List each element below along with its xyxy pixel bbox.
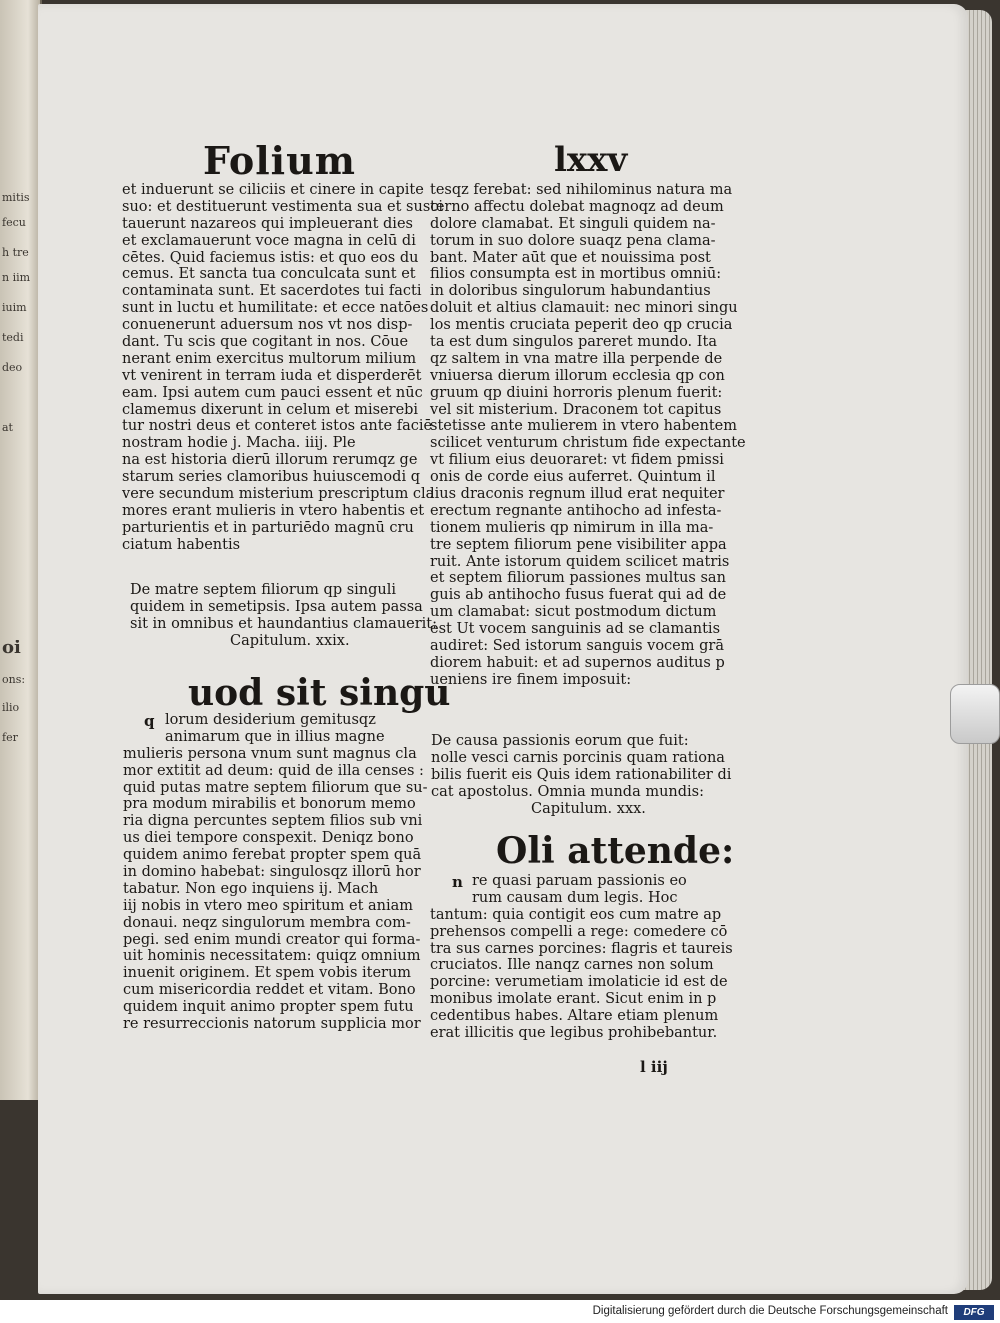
text-line: ria digna percuntes septem filios sub vni bbox=[123, 813, 423, 830]
left-margin-fragment: iuim bbox=[2, 301, 27, 314]
right-chapter-body bbox=[430, 873, 733, 1042]
text-line: vel sit misterium. Draconem tot capitus bbox=[430, 401, 722, 418]
text-line: starum series clamoribus huiuscemodi q bbox=[122, 469, 420, 486]
left-facing-page-edge bbox=[0, 0, 42, 1100]
rubric-line: Capitulum. xxx. bbox=[531, 800, 646, 817]
text-line: mores erant mulieris in vtero habentis et bbox=[122, 502, 425, 519]
text-line: los mentis cruciata peperit deo qp crucia bbox=[430, 317, 733, 334]
signature-mark: l iij bbox=[640, 1058, 668, 1076]
text-line: cum misericordia reddet et vitam. Bono bbox=[123, 982, 416, 999]
text-line: et septem filiorum passiones multus san bbox=[430, 570, 726, 587]
text-line: vniuersa dierum illorum ecclesia qp con bbox=[430, 367, 725, 384]
text-line: uit hominis necessitatem: quiqz omnium bbox=[123, 948, 421, 965]
text-line: suo: et destituerunt vestimenta sua et susci bbox=[122, 198, 444, 215]
text-line: cētes. Quid faciemus istis: et quo eos du bbox=[122, 249, 419, 266]
left-margin-fragment: n iim bbox=[2, 271, 31, 284]
rubric-line: bilis fuerit eis Quis idem rationabiliter di bbox=[431, 766, 732, 783]
text-line: vt venirent in terram iuda et disperderēt bbox=[122, 367, 422, 384]
text-line: stetisse ante mulierem in vtero habentem bbox=[430, 418, 737, 435]
text-line: torum in suo dolore suaqz pena clama- bbox=[430, 232, 716, 249]
text-line: inuenit originem. Et spem vobis iterum bbox=[123, 965, 412, 982]
left-column-text bbox=[122, 182, 443, 554]
text-line: ruit. Ante istorum quidem scilicet matris bbox=[430, 553, 730, 570]
text-line: pra modum mirabilis et bonorum memo bbox=[123, 796, 416, 813]
text-line: terno affectu dolebat magnoqz ad deum bbox=[430, 198, 724, 215]
text-line: diorem habuit: et ad supernos auditus p bbox=[430, 654, 725, 671]
text-line: bant. Mater aūt que et nouissima post bbox=[430, 249, 711, 266]
left-margin-fragment: mitis bbox=[2, 191, 30, 204]
text-line: conuenerunt aduersum nos vt nos disp- bbox=[122, 317, 413, 334]
text-line: nerant enim exercitus multorum milium bbox=[122, 350, 417, 367]
text-line: um clamabat: sicut postmodum dictum bbox=[430, 604, 717, 621]
text-line: donaui. neqz singulorum membra com- bbox=[123, 914, 411, 931]
text-line: cemus. Et sancta tua conculcata sunt et bbox=[122, 266, 416, 283]
left-margin-fragment: at bbox=[2, 421, 13, 434]
left-margin-fragment: tedi bbox=[2, 331, 24, 344]
text-line: mor extitit ad deum: quid de illa censes : bbox=[123, 762, 424, 779]
text-line: quid putas matre septem filiorum que su- bbox=[123, 779, 428, 796]
text-line: cedentibus habes. Altare etiam plenum bbox=[430, 1008, 719, 1025]
text-line: tauerunt nazareos qui impleuerant dies bbox=[122, 215, 413, 232]
text-line: cruciatos. Ille nanqz carnes non solum bbox=[430, 957, 714, 974]
text-line: us diei tempore conspexit. Deniqz bono bbox=[123, 830, 414, 847]
text-line: iij nobis in vtero meo spiritum et aniam bbox=[123, 897, 414, 914]
text-line: tionem mulieris qp nimirum in illa ma- bbox=[430, 519, 714, 536]
rubric-line: De causa passionis eorum que fuit: bbox=[431, 733, 689, 749]
text-line: nostram hodie j. Macha. iiij. Ple bbox=[122, 435, 356, 452]
text-line: ta est dum singulos pareret mundo. Ita bbox=[430, 334, 717, 351]
left-margin-fragment: fer bbox=[2, 731, 18, 744]
text-line: in doloribus singulorum habundantius bbox=[430, 283, 711, 300]
footer-bar bbox=[0, 1302, 1000, 1323]
left-chapter-opening: uod sit singu bbox=[188, 672, 451, 714]
page-header-folium: Folium bbox=[203, 138, 356, 183]
page-clip bbox=[950, 684, 1000, 744]
text-line: vt filium eius deuoraret: vt fidem pmissi bbox=[430, 452, 724, 469]
text-line: erat illicitis que legibus prohibebantur. bbox=[430, 1025, 718, 1042]
rubric-line: sit in omnibus et haundantius clamauerit: bbox=[130, 615, 438, 632]
text-line: gruum qp diuini horroris plenum fuerit: bbox=[430, 384, 723, 401]
left-margin-fragment: ons: bbox=[2, 673, 26, 686]
text-line: re resurreccionis natorum supplicia mor bbox=[123, 1016, 421, 1033]
text-line: in domino habebat: singulosqz illorū hor bbox=[123, 864, 421, 881]
text-line: dant. Tu scis que cogitant in nos. Cōue bbox=[122, 334, 409, 351]
text-line: audiret: Sed istorum sanguis vocem grā bbox=[430, 638, 724, 655]
funding-credit: Digitalisierung gefördert durch die Deutsche Forschungsgemeinschaft bbox=[592, 1305, 948, 1317]
text-line: animarum que in illius magne bbox=[165, 728, 385, 745]
text-line: sunt in luctu et humilitate: et ecce natōes bbox=[122, 300, 429, 317]
left-margin-fragment: ilio bbox=[2, 701, 20, 714]
text-line: na est historia dierū illorum rerumqz ge bbox=[122, 452, 418, 469]
text-line: quidem inquit animo propter spem futu bbox=[123, 999, 414, 1016]
rubric-line: cat apostolus. Omnia munda mundis: bbox=[431, 783, 704, 800]
rubric-line: quidem in semetipsis. Ipsa autem passa bbox=[130, 598, 423, 615]
text-line: scilicet venturum christum fide expectante bbox=[430, 435, 746, 452]
text-line: vere secundum misterium prescriptum cla bbox=[122, 486, 435, 503]
text-line: onis de corde eius auferret. Quintum il bbox=[430, 469, 716, 486]
text-line: parturientis et in parturiēdo magnū cru bbox=[122, 519, 414, 536]
text-line: pegi. sed enim mundi creator qui forma- bbox=[123, 931, 421, 948]
text-line: contaminata sunt. Et sacerdotes tui facti bbox=[122, 283, 422, 300]
text-line: lorum desiderium gemitusqz bbox=[165, 712, 376, 728]
text-line: prehensos compelli a rege: comedere cō bbox=[430, 923, 728, 940]
right-chapter-opening: Oli attende: bbox=[496, 830, 735, 872]
text-line: dolore clamabat. Et singuli quidem na- bbox=[430, 215, 716, 232]
text-line: erectum regnante antihocho ad infesta- bbox=[430, 502, 722, 519]
dfg-logo: DFG bbox=[954, 1305, 994, 1320]
text-line: clamemus dixerunt in celum et miserebi bbox=[122, 401, 419, 418]
text-line: ueniens ire finem imposuit: bbox=[430, 671, 632, 688]
left-guide-letter: q bbox=[144, 712, 155, 730]
rubric-line: Capitulum. xxix. bbox=[230, 632, 350, 649]
text-line: tabatur. Non ego inquiens ij. Mach bbox=[123, 880, 379, 897]
text-line: et exclamauerunt voce magna in celū di bbox=[122, 232, 416, 249]
text-line: qz saltem in vna matre illa perpende de bbox=[430, 350, 723, 367]
text-line: tre septem filiorum pene visibiliter appa bbox=[430, 536, 727, 553]
rubric-line: De matre septem filiorum qp singuli bbox=[130, 582, 397, 598]
left-margin-fragment: fecu bbox=[2, 216, 26, 229]
left-chapter-rubric bbox=[130, 582, 437, 650]
left-margin-fragment: oi bbox=[2, 640, 21, 655]
text-line: et induerunt se ciliciis et cinere in capite bbox=[122, 182, 424, 198]
right-guide-letter: n bbox=[452, 873, 463, 891]
rubric-line: nolle vesci carnis porcinis quam rationa bbox=[431, 749, 725, 766]
text-line: est Ut vocem sanguinis ad se clamantis bbox=[430, 621, 721, 638]
text-line: porcine: verumetiam imolaticie id est de bbox=[430, 974, 728, 991]
right-column-text bbox=[430, 182, 746, 689]
text-line: mulieris persona vnum sunt magnus cla bbox=[123, 745, 417, 762]
right-chapter-rubric bbox=[431, 733, 731, 817]
text-line: rum causam dum legis. Hoc bbox=[472, 889, 678, 906]
text-line: guis ab antihocho fusus fuerat qui ad de bbox=[430, 587, 727, 604]
text-line: filios consumpta est in mortibus omniū: bbox=[430, 266, 722, 283]
text-line: ciatum habentis bbox=[122, 536, 241, 553]
text-line: eam. Ipsi autem cum pauci essent et nūc bbox=[122, 384, 423, 401]
text-line: lius draconis regnum illud erat nequiter bbox=[430, 486, 725, 503]
text-line: monibus imolate erant. Sicut enim in p bbox=[430, 991, 717, 1008]
left-margin-fragment: h tre bbox=[2, 246, 29, 259]
folio-number: lxxv bbox=[554, 140, 628, 180]
text-line: quidem animo ferebat propter spem quā bbox=[123, 847, 422, 864]
text-line: tantum: quia contigit eos cum matre ap bbox=[430, 906, 722, 923]
text-line: doluit et altius clamauit: nec minori singu bbox=[430, 300, 738, 317]
text-line: tur nostri deus et conteret istos ante faciē bbox=[122, 418, 433, 435]
left-chapter-body bbox=[123, 712, 428, 1033]
text-line: tesqz ferebat: sed nihilominus natura ma bbox=[430, 182, 733, 198]
text-line: tra sus carnes porcines: flagris et taureis bbox=[430, 940, 733, 957]
text-line: re quasi paruam passionis eo bbox=[472, 873, 687, 889]
left-margin-fragment: deo bbox=[2, 361, 23, 374]
